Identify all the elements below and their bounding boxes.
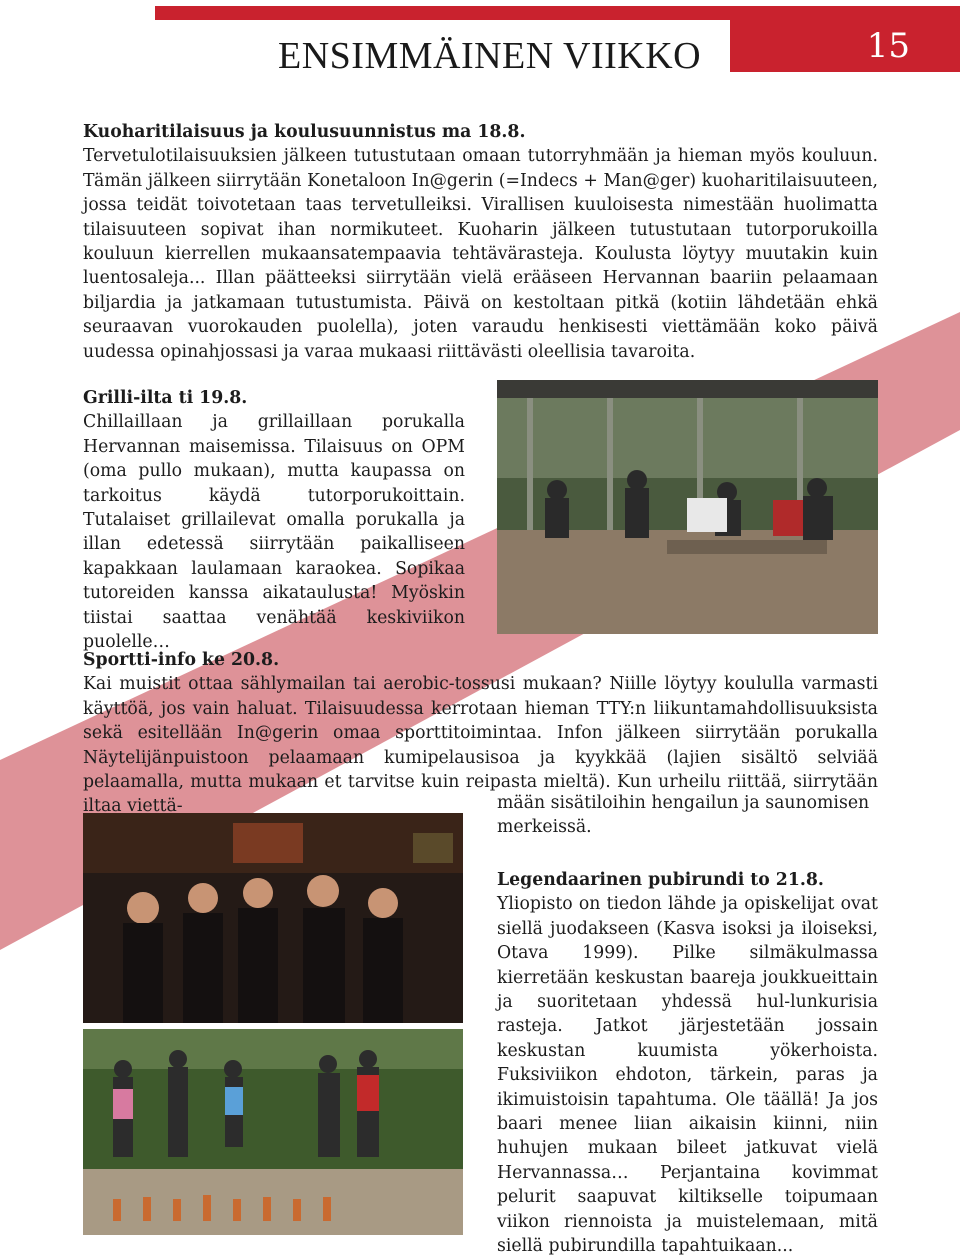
section-body: Chillaillaan ja grillaillaan porukalla Hervannan maisemissa. Tilaisuus on OPM (oma pullo mukaan), mutta kaupassa on tarkoitus käydä tutorporukoittain. Tutalaiset grillailevat omalla porukalla ja illan edetessä siirrytään paikalliseen kapakkaan laulamaan karaokea. Sopikaa tutoreiden kanssa aikataulusta! Myöskin tiistai saattaa venähtää keskiviikon puolelle… bbox=[83, 412, 465, 653]
section-pubirundi bbox=[497, 868, 878, 1259]
section-heading: Kuoharitilaisuus ja koulusuunnistus ma 18.8. bbox=[83, 122, 526, 142]
page-title: ENSIMMÄINEN VIIKKO bbox=[278, 35, 702, 77]
section-heading: Sportti-info ke 20.8. bbox=[83, 650, 280, 670]
page-number bbox=[730, 20, 960, 72]
section-heading: Legendaarinen pubirundi to 21.8. bbox=[497, 870, 824, 890]
header-accent-bar bbox=[155, 6, 960, 20]
section-heading: Grilli-ilta ti 19.8. bbox=[83, 388, 248, 408]
section-body: Yliopisto on tiedon lähde ja opiskelijat ovat siellä juodakseen (Kasva isoksi ja iloiseksi, Otava 1999). Pilke silmäkulmassa kierretään keskustan baareja joukkueittain ja suoritetaan yhdessä hul-lunkurisia rasteja. Jatkot järjestetään jossain keskustan kuumista yökerhoista. Fuksiviikon ehdoton, tärkein, paras ja ikimuistoisin tapahtuma. Ole täällä! Ja jos baari menee liian aikaisin kiinni, niin huhujen mukaan bileet jatkuvat vielä Hervannassa… Perjantaina kovimmat pelurit saapuvat kiltikselle toipumaan viikon riennoista ja muistelemaan, mitä siellä pubirundilla tapahtuikaan... bbox=[497, 894, 878, 1257]
section-body: Tervetulotilaisuuksien jälkeen tutustutaan omaan tutorryhmään ja hieman myös kouluun. Tämän jälkeen siirrytään Konetaloon In@gerin (=Indecs + Man@ger) kuoharitilaisuuteen, jossa teidät toivotetaan taas tervetulleiksi. Virallisen kuuloisesta nimestään huolimatta tilaisuuteen sopivat ihan normikuteet. Kuoharin jälkeen tutustutaan tutorporukoilla kouluun kierrellen mukaansatempaavia tehtävärasteja. Koulusta löytyy muutakin kuin luentosaleja... Illan päätteeksi siirrytään vielä erääseen Hervannan baariin pelaamaan biljardia ja jatkamaan tutustumista. Päivä on kestoltaan pitkä (kotiin lähdetään ehkä seuraavan vuorokauden puolella), joten varaudu henkisesti viettämään koko päivä uudessa opinahjossasi ja varaa mukaasi riittävästi oleellisia tavaroita. bbox=[83, 146, 878, 362]
section-kuoharit bbox=[83, 120, 878, 364]
page-number-text: 15 bbox=[866, 26, 910, 66]
section-grilli bbox=[83, 386, 465, 654]
photo-outdoor-kyykka bbox=[83, 1029, 463, 1235]
photo-bar-crowd bbox=[83, 813, 463, 1023]
section-sportti-continued bbox=[497, 791, 878, 840]
photo-shelter-gathering bbox=[497, 380, 878, 634]
section-body-continued: mään sisätiloihin hengailun ja saunomisen merkeissä. bbox=[497, 793, 870, 838]
section-body: Kai muistit ottaa sählymailan tai aerobic-tossusi mukaan? Niille löytyy koululla varmasti käyttöä, jos vain haluat. Tilaisuudessa kerrotaan hieman TTY:n liikuntamahdollisuuksista sekä esitellään In@gerin omaa sporttitoimintaa. Infon jälkeen siirrytään porukalla Näytelijänpuistoon pelaamaan kumipelausisoa ja kyykkää (lajien sisältö selviää pelaamalla, mutta mukaan et tarvitse kuin reipasta mieltä). Kun urheilu riittää, siirrytään iltaa viettä- bbox=[83, 674, 878, 817]
